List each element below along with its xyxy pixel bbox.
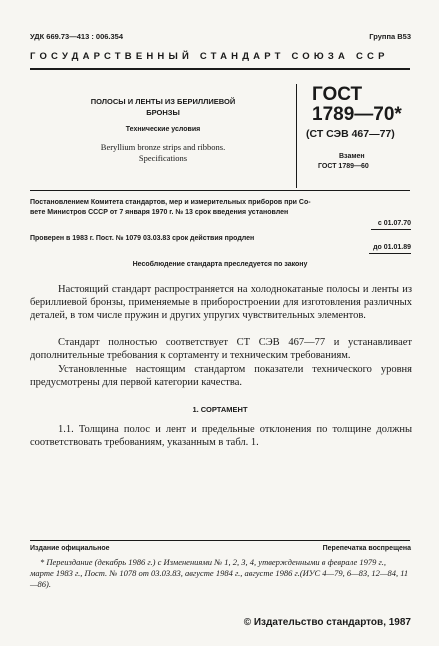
valid-until-underline — [369, 253, 411, 254]
title-ru-line1: ПОЛОСЫ И ЛЕНТЫ ИЗ БЕРИЛЛИЕВОЙ — [90, 97, 236, 106]
header-divider — [30, 68, 410, 70]
title-en — [48, 142, 278, 164]
standard-banner: ГОСУДАРСТВЕННЫЙ СТАНДАРТ СОЮЗА ССР — [30, 51, 389, 62]
subtitle-ru: Технические условия — [125, 126, 201, 133]
decree-line1: Постановлением Комитета стандартов, мер и измерительных приборов при Со- — [30, 199, 311, 206]
paragraph-compliance: Стандарт полностью соответствует СТ СЭВ 467—77 и устанавливает дополнительные требования к сортаменту и техническим требованиям. — [30, 337, 412, 361]
replaces-label: Взамен — [339, 153, 365, 160]
section-title: 1. СОРТАМЕНТ — [192, 405, 248, 414]
copyright: © Издательство стандартов, 1987 — [243, 617, 411, 628]
title-ru-line2: БРОНЗЫ — [146, 108, 180, 117]
replaces-value: ГОСТ 1789—60 — [318, 163, 369, 170]
legal-warning: Несоблюдение стандарта преследуется по закону — [132, 261, 308, 268]
gost-number: 1789—70* — [312, 104, 402, 125]
title-vertical-divider — [296, 84, 297, 188]
group-code: Группа В53 — [369, 32, 411, 41]
reissue-note: * Переиздание (декабрь 1986 г.) с Изменениями № 1, 2, 3, 4, утвержденными в феврале 1979 г., марте 1983 г., Пост. № 1078 от 03.03.83, августе 1984 г., августе 1986 г.(ИУС 4—79, 6—83, 12—84, 11—86). — [30, 557, 409, 589]
footer-divider — [30, 540, 410, 541]
checked-line: Проверен в 1983 г. Пост. № 1079 03.03.83 срок действия продлен — [30, 235, 255, 242]
effective-date: с 01.07.70 — [377, 220, 411, 227]
title-en-line1: Beryllium bronze strips and ribbons. — [100, 142, 226, 152]
title-ru — [48, 96, 278, 118]
title-divider — [30, 190, 410, 191]
paragraph-scope: Настоящий стандарт распространяется на холоднокатаные полосы и ленты из бериллиевой бронзы, применяемые в приборостроении для изготовления различных деталей, в том числе пружин и других упругих чувствительных элементов. — [30, 284, 412, 321]
official-edition: Издание официальное — [30, 545, 110, 552]
reprint-prohibited: Перепечатка воспрещена — [322, 545, 411, 552]
effective-underline — [371, 229, 411, 230]
paragraph-quality: Установленные настоящим стандартом показатели технического уровня предусмотрены для первой категории качества. — [30, 364, 412, 388]
gost-label: ГОСТ — [312, 84, 363, 105]
valid-until-date: до 01.01.89 — [373, 244, 411, 251]
st-sev-code: (СТ СЭВ 467—77) — [306, 128, 395, 140]
decree-line2: вете Министров СССР от 7 января 1970 г. № 13 срок введения установлен — [30, 209, 289, 216]
udk-code: УДК 669.73—413 : 006.354 — [30, 32, 124, 41]
paragraph-thickness: 1.1. Толщина полос и лент и предельные отклонения по толщине должны соответствовать требованиям, указанным в табл. 1. — [30, 424, 412, 448]
title-en-line2: Specifications — [138, 153, 188, 163]
